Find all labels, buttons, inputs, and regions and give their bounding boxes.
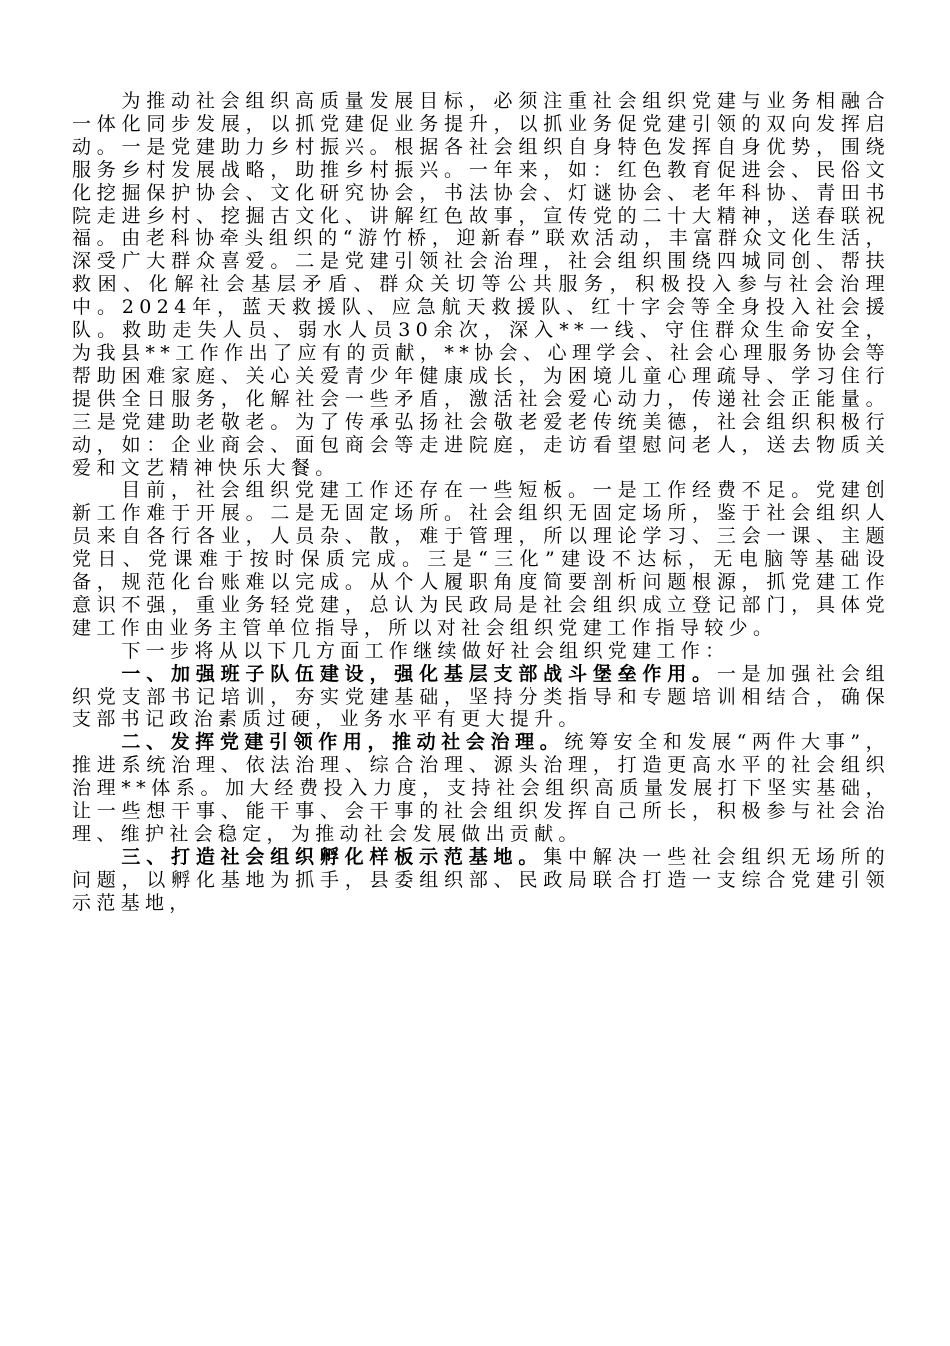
paragraph [72, 846, 890, 915]
paragraph [72, 663, 890, 732]
paragraph-heading: 三、打造社会组织孵化样板示范基地。 [121, 845, 544, 868]
paragraph-text: 统筹安全和发展“两件大事”，推进系统治理、依法治理、综合治理、源头治理，打造更高水平的社会组织治理**体系。加大经费投入力度，支持社会组织高质量发展打下坚实基础，让一些想干事、能干事、会干事的社会组织发挥自己所长，积极参与社会治理、维护社会稳定，为推动社会发展做出贡献。 [72, 731, 890, 845]
document-body [72, 90, 890, 915]
paragraph-text: 目前，社会组织党建工作还存在一些短板。一是工作经费不足。党建创新工作难于开展。二是无固定场所。社会组织无固定场所，鉴于社会组织人员来自各行各业，人员杂、散，难于管理，所以理论学习、三会一课、主题党日、党课难于按时保质完成。三是“三化”建设不达标，无电脑等基础设备，规范化台账难以完成。从个人履职角度简要剖析问题根源，抓党建工作意识不强，重业务轻党建，总认为民政局是社会组织成立登记部门，具体党建工作由业务主管单位指导，所以对社会组织党建工作指导较少。 [72, 479, 890, 639]
paragraph-heading: 二、发挥党建引领作用，推动社会治理。 [121, 731, 565, 754]
paragraph [72, 731, 890, 846]
paragraph-heading: 一、加强班子队伍建设，强化基层支部战斗堡垒作用。 [121, 662, 717, 685]
paragraph-text: 集中解决一些社会组织无场所的问题，以孵化基地为抓手，县委组织部、民政局联合打造一支综合党建引领示范基地， [72, 845, 890, 914]
paragraph-text: 为推动社会组织高质量发展目标，必须注重社会组织党建与业务相融合一体化同步发展，以抓党建促业务提升，以抓业务促党建引领的双向发挥启动。一是党建助力乡村振兴。根据各社会组织自身特色发挥自身优势，围绕服务乡村发展战略，助推乡村振兴。一年来，如：红色教育促进会、民俗文化挖掘保护协会、文化研究协会，书法协会、灯谜协会、老年科协、青田书院走进乡村、挖掘古文化、讲解红色故事，宣传党的二十大精神，送春联祝福。由老科协牵头组织的“游竹桥，迎新春”联欢活动，丰富群众文化生活，深受广大群众喜爱。二是党建引领社会治理，社会组织围绕四城同创、帮扶救困、化解社会基层矛盾、群众关切等公共服务，积极投入参与社会治理中。2024年，蓝天救援队、应急航天救援队、红十字会等全身投入社会援队。救助走失人员、弱水人员30余次，深入**一线、守住群众生命安全，为我县**工作作出了应有的贡献，**协会、心理学会、社会心理服务协会等帮助困难家庭、关心关爱青少年健康成长，为困境儿童心理疏导、学习住行提供全日服务，化解社会一些矛盾，激活社会爱心动力，传递社会正能量。三是党建助老敬老。为了传承弘扬社会敬老爱老传统美德，社会组织积极行动，如：企业商会、面包商会等走进院庭，走访看望慰问老人，送去物质关爱和文艺精神快乐大餐。 [72, 90, 890, 479]
paragraph-text: 下一步将从以下几方面工作继续做好社会组织党建工作： [121, 639, 730, 662]
paragraph-text: 一是加强社会组织党支部书记培训，夯实党建基础，坚持分类指导和专题培训相结合，确保支部书记政治素质过硬，业务水平有更大提升。 [72, 662, 890, 731]
paragraph [72, 479, 890, 639]
paragraph [72, 640, 890, 663]
paragraph [72, 90, 890, 479]
